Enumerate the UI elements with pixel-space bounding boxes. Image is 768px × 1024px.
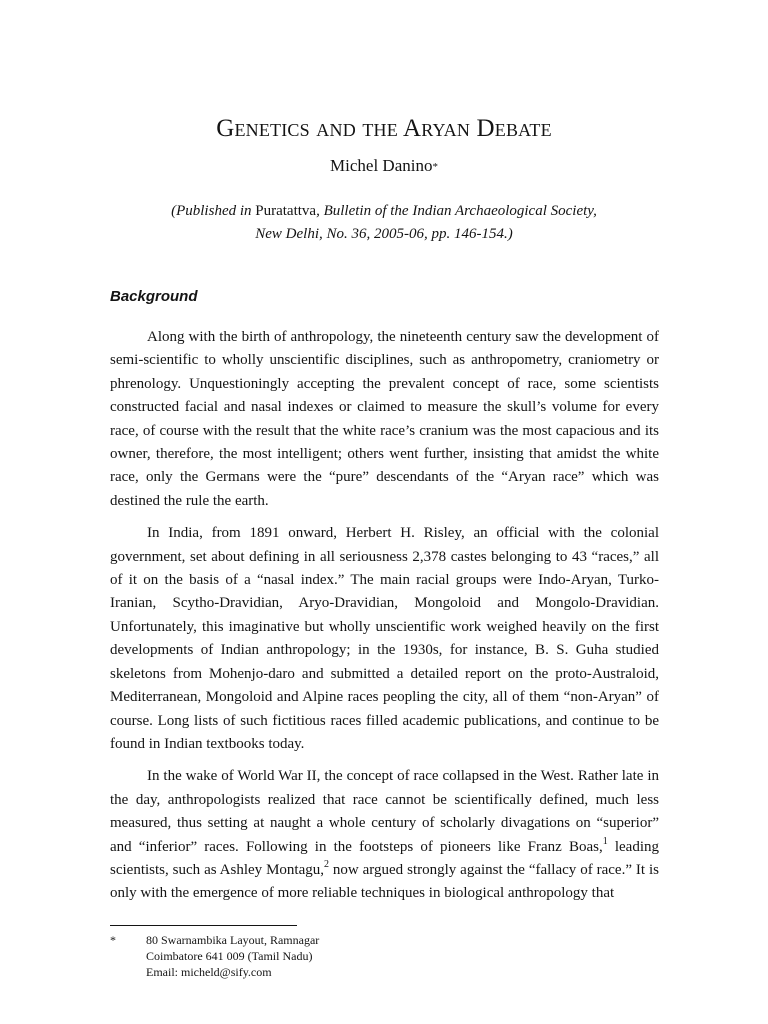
author-name: Michel Danino — [330, 156, 433, 175]
paper-title: Genetics and the Aryan Debate — [216, 115, 552, 142]
publication-line-2: New Delhi, No. 36, 2005-06, pp. 146-154.) — [255, 226, 513, 242]
paragraph-2: In India, from 1891 onward, Herbert H. Risley, an official with the colonial government, set about defining in all seriousness 2,378 castes belonging to 43 “races,” all of it on the basis of a “nasal index.” The main racial groups were Indo-Aryan, Turko-Iranian, Scytho-Dravidian, Aryo-Dravidian, Mongoloid and Mongolo-Dravidian. Unfortunately, this imaginative but wholly unscientific work weighed heavily on the first developments of Indian anthropology; in the 1930s, for instance, B. S. Guha studied skeletons from Mohenjo-daro and submitted a detailed report on the proto-Australoid, Mediterranean, Mongoloid and Alpine races peopling the city, all of them “non-Aryan” of course. Long lists of such fictitious races filled academic publications, and continue to be found in Indian textbooks today. — [110, 525, 659, 752]
journal-name: Puratattva — [255, 203, 317, 219]
footnote-address — [146, 932, 319, 980]
footnote-line-2: Coimbatore 641 009 (Tamil Nadu) — [146, 949, 313, 963]
publication-prefix: (Published in — [171, 203, 256, 219]
paragraph-3-text-c: now argued strongly against the “fallacy of race.” It is only with the emergence of more reliable techniques in biological anthropology that — [110, 861, 659, 902]
publication-line-1 — [0, 200, 768, 223]
paragraph-3-text-a: In the wake of World War II, the concept of race collapsed in the West. Rather late in the day, anthropologists realized that race cannot be scientifically defined, much less measured, thus setting at naught a whole century of scholarly divagations on “superior” and “inferior” races. Following in the footsteps of pioneers like Franz Boas, — [110, 768, 659, 855]
footnote-line-3: Email: micheld@sify.com — [146, 965, 272, 979]
paragraph-1: Along with the birth of anthropology, the nineteenth century saw the development of semi-scientific to wholly unscientific disciplines, such as anthropometry, craniometry or phrenology. Unquestioningly accepting the prevalent concept of race, some scientists constructed facial and nasal indexes or claimed to measure the skull’s volume for every race, of course with the result that the white race’s cranium was the most capacious and its owner, therefore, the most intelligent; others went further, insisting that amidst the white race, only the Germans were the “pure” descendants of the “Aryan race” which was destined the rule the earth. — [110, 329, 659, 509]
footnote-mark: * — [110, 933, 116, 947]
footnote-ref-2: 2 — [323, 858, 329, 870]
body-text — [110, 326, 659, 915]
publication-note — [0, 200, 768, 246]
publication-rest: , Bulletin of the Indian Archaeological Society, — [316, 203, 597, 219]
footnote-line-1: 80 Swarnambika Layout, Ramnagar — [146, 933, 320, 947]
author-line — [0, 155, 768, 178]
author-footnote-mark: * — [432, 161, 438, 173]
section-heading: Background — [110, 288, 198, 305]
paragraph-3 — [110, 765, 659, 905]
paragraph-3-text-b: leading scientists, such as Ashley Montagu, — [110, 838, 660, 878]
footnote-ref-1: 1 — [602, 835, 608, 847]
footnote-divider — [110, 925, 297, 926]
